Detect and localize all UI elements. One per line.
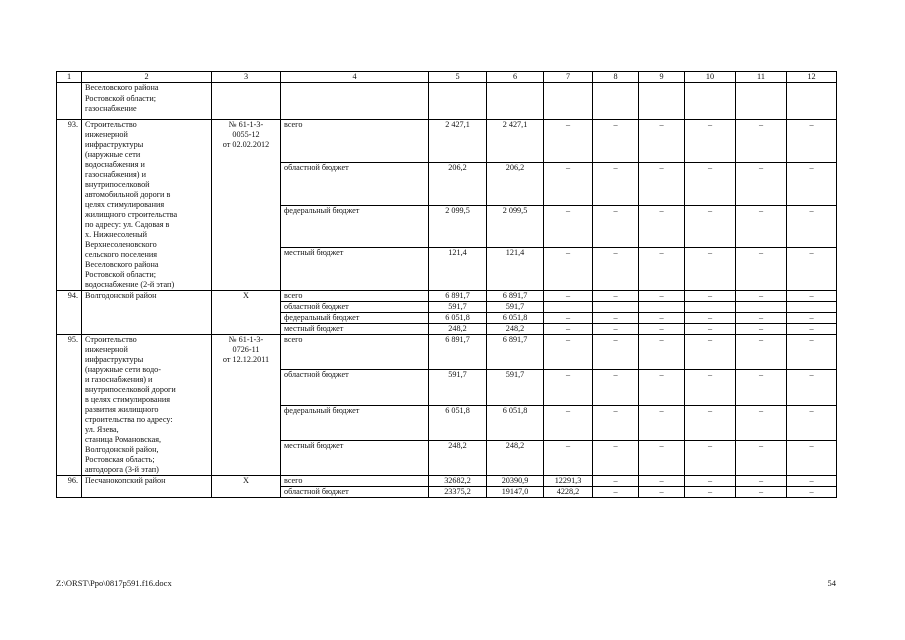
amount-cell: – [639,335,685,370]
description-cell [82,291,212,335]
header-cell: 5 [429,72,487,83]
amount-cell: – [787,440,837,475]
amount-cell: 248,2 [429,324,487,335]
amount-cell: 6 891,7 [487,335,544,370]
amount-cell: – [593,476,639,487]
amount-cell: – [736,370,787,405]
amount-cell: – [544,205,593,248]
amount-cell: 248,2 [487,324,544,335]
amount-cell: – [787,291,837,302]
amount-cell: – [787,324,837,335]
amount-cell: 32682,2 [429,476,487,487]
amount-cell: 6 051,8 [487,313,544,324]
empty-cell [429,83,487,120]
amount-cell: 2 099,5 [429,205,487,248]
description-line: водоснабжения и [85,160,145,169]
description-line: Строительство [85,120,137,129]
amount-cell: – [736,313,787,324]
amount-cell: – [685,370,736,405]
amount-cell: – [736,162,787,205]
amount-cell: – [685,162,736,205]
empty-cell [639,83,685,120]
amount-cell: – [544,440,593,475]
amount-cell: 206,2 [429,162,487,205]
description-cell [82,120,212,291]
amount-cell: 2 427,1 [429,120,487,163]
amount-cell: – [736,487,787,498]
row-number-cell: 93. [57,120,82,291]
amount-cell: 6 891,7 [429,291,487,302]
amount-cell: 6 051,8 [429,313,487,324]
amount-cell: – [593,162,639,205]
amount-cell: – [639,476,685,487]
description-line: сельского поселения [85,250,158,259]
amount-cell: – [639,487,685,498]
amount-cell: 6 051,8 [429,405,487,440]
description-cell [82,476,212,498]
table-row [57,476,837,487]
amount-cell: – [787,313,837,324]
header-cell: 4 [281,72,429,83]
funding-source-cell: федеральный бюджет [281,313,429,324]
description-line: автодорога (3-й этап) [85,465,159,474]
description-line: Строительство [85,335,137,344]
empty-cell [787,83,837,120]
funding-source-cell: областной бюджет [281,487,429,498]
description-line: и газоснабжения) и [85,375,153,384]
amount-cell: – [593,120,639,163]
amount-cell: – [685,487,736,498]
header-cell: 8 [593,72,639,83]
amount-cell: – [685,440,736,475]
document-line: 0726-11 [232,345,260,354]
amount-cell: – [544,324,593,335]
description-line: инфраструктуры [85,355,144,364]
description-line: газоснабжение [85,104,137,114]
amount-cell: – [736,405,787,440]
header-cell: 7 [544,72,593,83]
description-line: жилищного строительства [85,210,178,219]
amount-cell: – [685,313,736,324]
description-cell [82,83,212,120]
funding-source-cell: областной бюджет [281,370,429,405]
amount-cell: – [685,120,736,163]
empty-cell [281,83,429,120]
description-line: автомобильной дороги в [85,190,171,199]
document-line: от 12.12.2011 [222,355,270,364]
description-line: Песчанокопский район [85,476,166,485]
description-line: (наружные сети водо- [85,365,161,374]
description-line: Волгодонской район, [85,445,159,454]
amount-cell: 4228,2 [544,487,593,498]
description-line: водоснабжение (2-й этап) [85,280,175,289]
amount-cell: – [685,205,736,248]
header-cell: 3 [212,72,281,83]
amount-cell: – [787,405,837,440]
description-line: Ростовская область; [85,455,155,464]
document-line: Х [243,476,249,485]
amount-cell: – [639,248,685,291]
file-path: Z:\ORST\Ppo\0817p591.f16.docx [56,578,172,588]
table-row [57,291,837,302]
amount-cell: – [593,205,639,248]
amount-cell: – [639,120,685,163]
amount-cell: – [787,476,837,487]
empty-cell [685,83,736,120]
amount-cell: – [593,370,639,405]
amount-cell: 2 427,1 [487,120,544,163]
table-row [57,120,837,163]
empty-cell [593,83,639,120]
amount-cell: 6 051,8 [487,405,544,440]
amount-cell: 591,7 [487,370,544,405]
amount-cell: – [544,405,593,440]
header-cell: 9 [639,72,685,83]
description-line: инфраструктуры [85,140,144,149]
row-number-cell: 96. [57,476,82,498]
row-number-cell: 95. [57,335,82,476]
amount-cell: – [787,120,837,163]
empty-cell [212,83,281,120]
funding-source-cell: местный бюджет [281,248,429,291]
amount-cell: – [639,370,685,405]
document-cell [212,120,281,291]
amount-cell: 121,4 [487,248,544,291]
empty-cell [544,83,593,120]
amount-cell: 2 099,5 [487,205,544,248]
amount-cell: – [787,370,837,405]
funding-source-cell: федеральный бюджет [281,405,429,440]
document-line: № 61-1-3- [228,335,264,344]
amount-cell: – [639,440,685,475]
amount-cell: – [639,324,685,335]
amount-cell: 20390,9 [487,476,544,487]
header-cell: 11 [736,72,787,83]
amount-cell: – [639,162,685,205]
description-line: строительства по адресу: [85,415,173,424]
description-line: газоснабжения) и [85,170,146,179]
amount-cell: – [685,476,736,487]
description-line: внутрипоселковой [85,180,150,189]
amount-cell [593,302,639,313]
amount-cell: – [593,487,639,498]
amount-cell: – [544,313,593,324]
amount-cell: – [736,440,787,475]
funding-source-cell: всего [281,335,429,370]
amount-cell: – [544,335,593,370]
amount-cell: – [639,405,685,440]
amount-cell: – [544,120,593,163]
header-cell: 2 [82,72,212,83]
amount-cell: – [593,313,639,324]
document-cell [212,291,281,335]
description-line: внутрипоселковой дороги [85,385,176,394]
amount-cell: – [736,476,787,487]
amount-cell: 248,2 [487,440,544,475]
amount-cell [685,302,736,313]
document-line: Х [243,291,249,300]
description-line: развития жилищного [85,405,159,414]
funding-source-cell: областной бюджет [281,162,429,205]
amount-cell: – [736,291,787,302]
amount-cell: – [639,313,685,324]
description-line: по адресу: ул. Садовая в [85,220,170,229]
description-line: станица Романовская, [85,435,162,444]
amount-cell: – [544,291,593,302]
description-line: Верхнесоленовского [85,240,157,249]
amount-cell: – [544,162,593,205]
amount-cell: 591,7 [429,370,487,405]
header-row [57,72,837,83]
description-line: Веселовского района [85,83,159,92]
amount-cell: – [593,405,639,440]
description-line: Веселовского района [85,260,159,269]
funding-source-cell: федеральный бюджет [281,205,429,248]
document-cell [212,335,281,476]
description-line: инженерной [85,130,128,139]
header-cell: 6 [487,72,544,83]
header-cell: 1 [57,72,82,83]
amount-cell: 23375,2 [429,487,487,498]
amount-cell: – [685,248,736,291]
amount-cell: – [787,162,837,205]
amount-cell: – [639,205,685,248]
amount-cell: – [736,205,787,248]
amount-cell [544,302,593,313]
funding-source-cell: местный бюджет [281,440,429,475]
funding-source-cell: всего [281,120,429,163]
amount-cell: 12291,3 [544,476,593,487]
amount-cell: – [685,335,736,370]
amount-cell: – [685,405,736,440]
amount-cell: – [544,370,593,405]
amount-cell: – [639,291,685,302]
table-row [57,335,837,370]
amount-cell [736,302,787,313]
amount-cell [787,302,837,313]
funding-source-cell: всего [281,476,429,487]
empty-cell [487,83,544,120]
budget-table [56,71,837,498]
description-cell [82,335,212,476]
amount-cell: – [736,335,787,370]
description-line: Ростовской области; [85,270,157,279]
amount-cell: – [685,324,736,335]
amount-cell: 6 891,7 [429,335,487,370]
amount-cell: 6 891,7 [487,291,544,302]
description-line: инженерной [85,345,128,354]
continuation-row [57,83,837,120]
amount-cell: – [593,440,639,475]
amount-cell: – [736,248,787,291]
amount-cell: – [787,248,837,291]
document-line: № 61-1-3- [228,120,264,129]
description-line: целях стимулирования [85,200,165,209]
funding-source-cell: областной бюджет [281,302,429,313]
amount-cell: 121,4 [429,248,487,291]
amount-cell: – [787,487,837,498]
header-cell: 12 [787,72,837,83]
amount-cell: – [593,248,639,291]
header-cell: 10 [685,72,736,83]
amount-cell: 248,2 [429,440,487,475]
amount-cell: – [685,291,736,302]
amount-cell: – [787,205,837,248]
funding-source-cell: местный бюджет [281,324,429,335]
description-line: Ростовской области; [85,93,157,103]
description-line: х. Нижнесоленый [85,230,147,239]
description-line: в целях стимулирования [85,395,171,404]
amount-cell: – [787,335,837,370]
amount-cell: 591,7 [429,302,487,313]
funding-source-cell: всего [281,291,429,302]
page-number: 54 [827,578,836,588]
amount-cell: – [593,324,639,335]
document-cell [212,476,281,498]
amount-cell: 19147,0 [487,487,544,498]
amount-cell: – [736,324,787,335]
description-line: ул. Язева, [85,425,119,434]
amount-cell: 591,7 [487,302,544,313]
amount-cell: 206,2 [487,162,544,205]
description-line: (наружные сети [85,150,141,159]
row-number-cell [57,83,82,120]
empty-cell [736,83,787,120]
document-line: от 02.02.2012 [222,140,270,149]
amount-cell: – [736,120,787,163]
amount-cell [639,302,685,313]
amount-cell: – [544,248,593,291]
amount-cell: – [593,291,639,302]
description-line: Волгодонской район [85,291,157,300]
document-line: 0055-12 [232,130,260,139]
row-number-cell: 94. [57,291,82,335]
amount-cell: – [593,335,639,370]
